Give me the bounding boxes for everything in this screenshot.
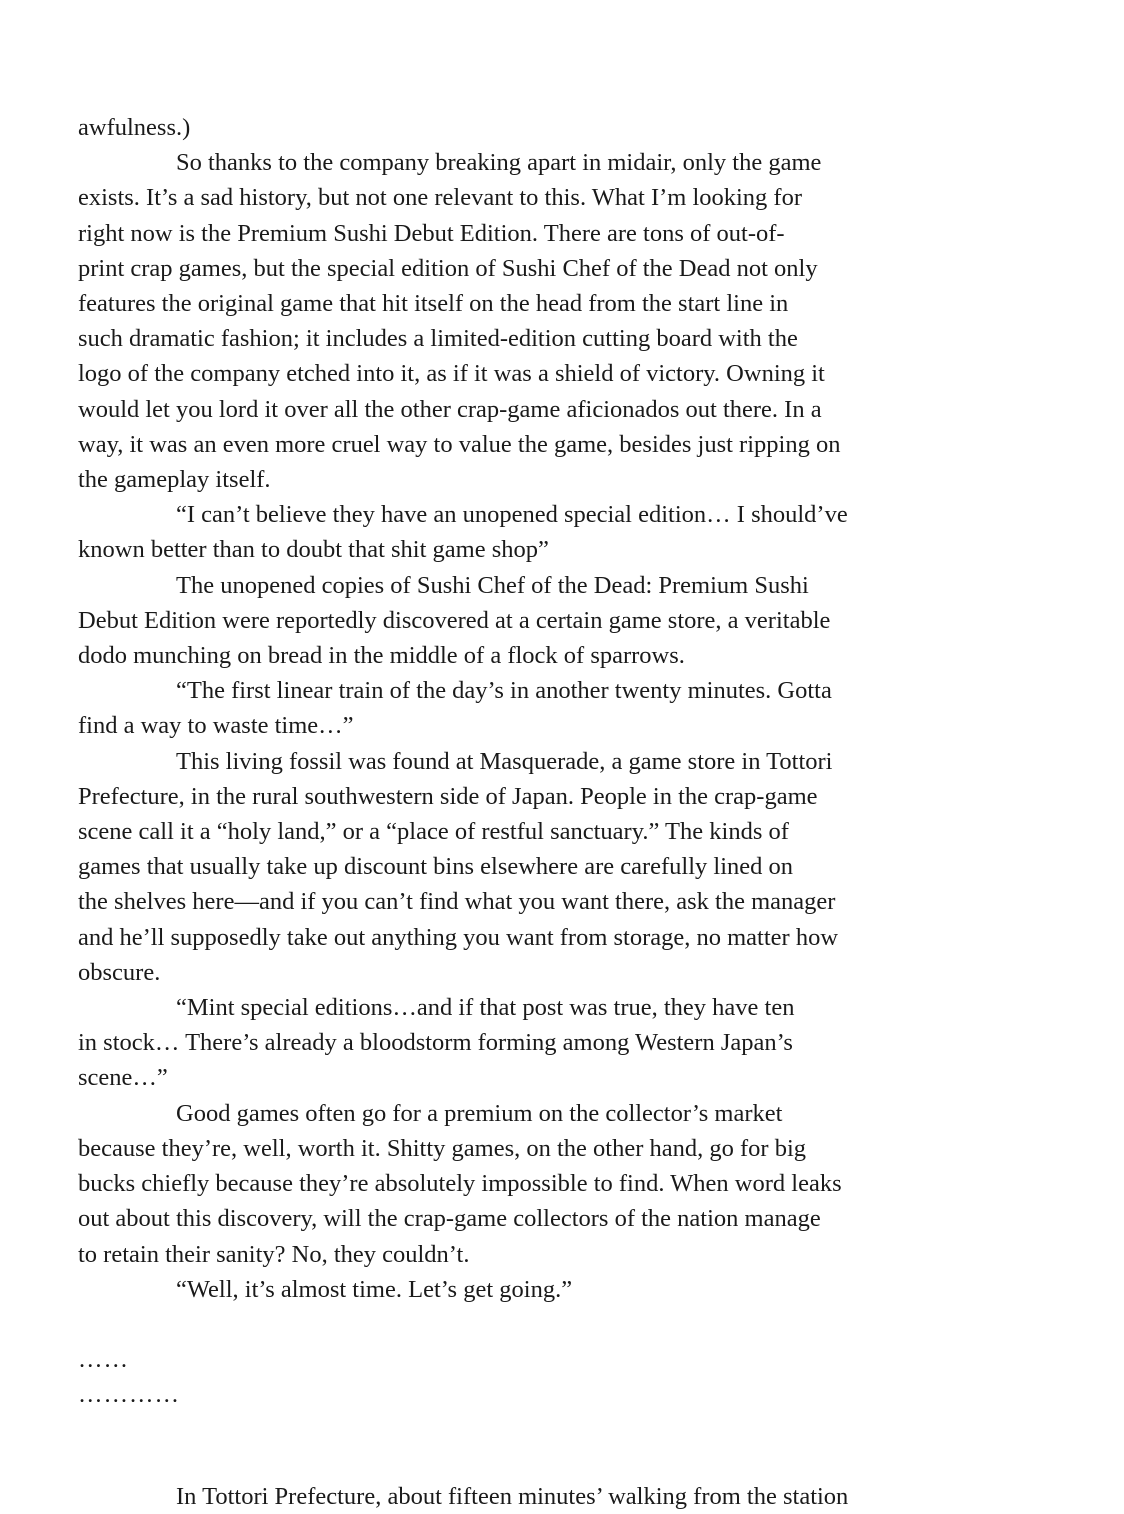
scene-break xyxy=(78,1342,988,1412)
text-line: known better than to doubt that shit game shop” xyxy=(78,536,549,564)
text-line: bucks chiefly because they’re absolutely impossible to find. When word leaks xyxy=(78,1170,842,1198)
text-line: way, it was an even more cruel way to value the game, besides just ripping on xyxy=(78,430,841,458)
text-line: would let you lord it over all the other crap-game aficionados out there. In a xyxy=(78,395,822,423)
text-line: “I can’t believe they have an unopened special edition… I should’ve xyxy=(176,501,848,529)
text-line: Prefecture, in the rural southwestern side of Japan. People in the crap-game xyxy=(78,782,818,810)
blank-line xyxy=(78,1413,988,1479)
paragraph-5 xyxy=(78,673,988,743)
text-line: print crap games, but the special edition of Sushi Chef of the Dead not only xyxy=(78,254,818,282)
text-line: scene call it a “holy land,” or a “place of restful sanctuary.” The kinds of xyxy=(78,818,789,846)
text-line: obscure. xyxy=(78,958,161,986)
text-line: logo of the company etched into it, as if it was a shield of victory. Owning it xyxy=(78,360,825,388)
paragraph-1 xyxy=(78,110,988,145)
text-line: to retain their sanity? No, they couldn’t. xyxy=(78,1240,470,1268)
paragraph-3 xyxy=(78,497,988,567)
final-paragraph xyxy=(78,1479,988,1514)
text-line: the gameplay itself. xyxy=(78,466,271,494)
paragraph-2 xyxy=(78,145,988,497)
text-line: “Well, it’s almost time. Let’s get going.” xyxy=(176,1275,573,1303)
blank-line xyxy=(78,1307,988,1342)
text-line: scene…” xyxy=(78,1064,168,1092)
text-line: features the original game that hit itself on the head from the start line in xyxy=(78,290,789,318)
text-line: awfulness.) xyxy=(78,114,191,141)
paragraph-7 xyxy=(78,990,988,1096)
paragraph-6 xyxy=(78,744,988,990)
text-line: the shelves here—and if you can’t find what you want there, ask the manager xyxy=(78,888,836,916)
text-line: in stock… There’s already a bloodstorm forming among Western Japan’s xyxy=(78,1029,793,1057)
ellipsis-line: …… xyxy=(78,1346,129,1374)
text-line: right now is the Premium Sushi Debut Edition. There are tons of out-of- xyxy=(78,219,785,247)
paragraph-8 xyxy=(78,1096,988,1272)
text-line: and he’ll supposedly take out anything you want from storage, no matter how xyxy=(78,923,839,951)
text-line: dodo munching on bread in the middle of a flock of sparrows. xyxy=(78,642,685,670)
page-text xyxy=(78,110,988,1514)
text-line: So thanks to the company breaking apart in midair, only the game xyxy=(176,149,822,177)
text-line: This living fossil was found at Masquerade, a game store in Tottori xyxy=(176,747,833,775)
text-line: Debut Edition were reportedly discovered at a certain game store, a veritable xyxy=(78,606,831,634)
text-line: “Mint special editions…and if that post was true, they have ten xyxy=(176,994,795,1022)
text-line: games that usually take up discount bins elsewhere are carefully lined on xyxy=(78,853,794,881)
text-line: because they’re, well, worth it. Shitty games, on the other hand, go for big xyxy=(78,1134,807,1162)
text-line: Good games often go for a premium on the collector’s market xyxy=(176,1099,783,1127)
text-line: exists. It’s a sad history, but not one relevant to this. What I’m looking for xyxy=(78,184,802,212)
paragraph-9 xyxy=(78,1272,988,1307)
text-line: “The first linear train of the day’s in another twenty minutes. Gotta xyxy=(176,677,832,705)
text-line: In Tottori Prefecture, about fifteen minutes’ walking from the station xyxy=(176,1482,849,1510)
paragraph-4 xyxy=(78,568,988,674)
text-line: find a way to waste time…” xyxy=(78,712,354,740)
text-line: The unopened copies of Sushi Chef of the Dead: Premium Sushi xyxy=(176,571,809,599)
text-line: out about this discovery, will the crap-game collectors of the nation manage xyxy=(78,1205,821,1233)
ellipsis-line: ………… xyxy=(78,1381,180,1409)
text-line: such dramatic fashion; it includes a limited-edition cutting board with the xyxy=(78,325,798,353)
